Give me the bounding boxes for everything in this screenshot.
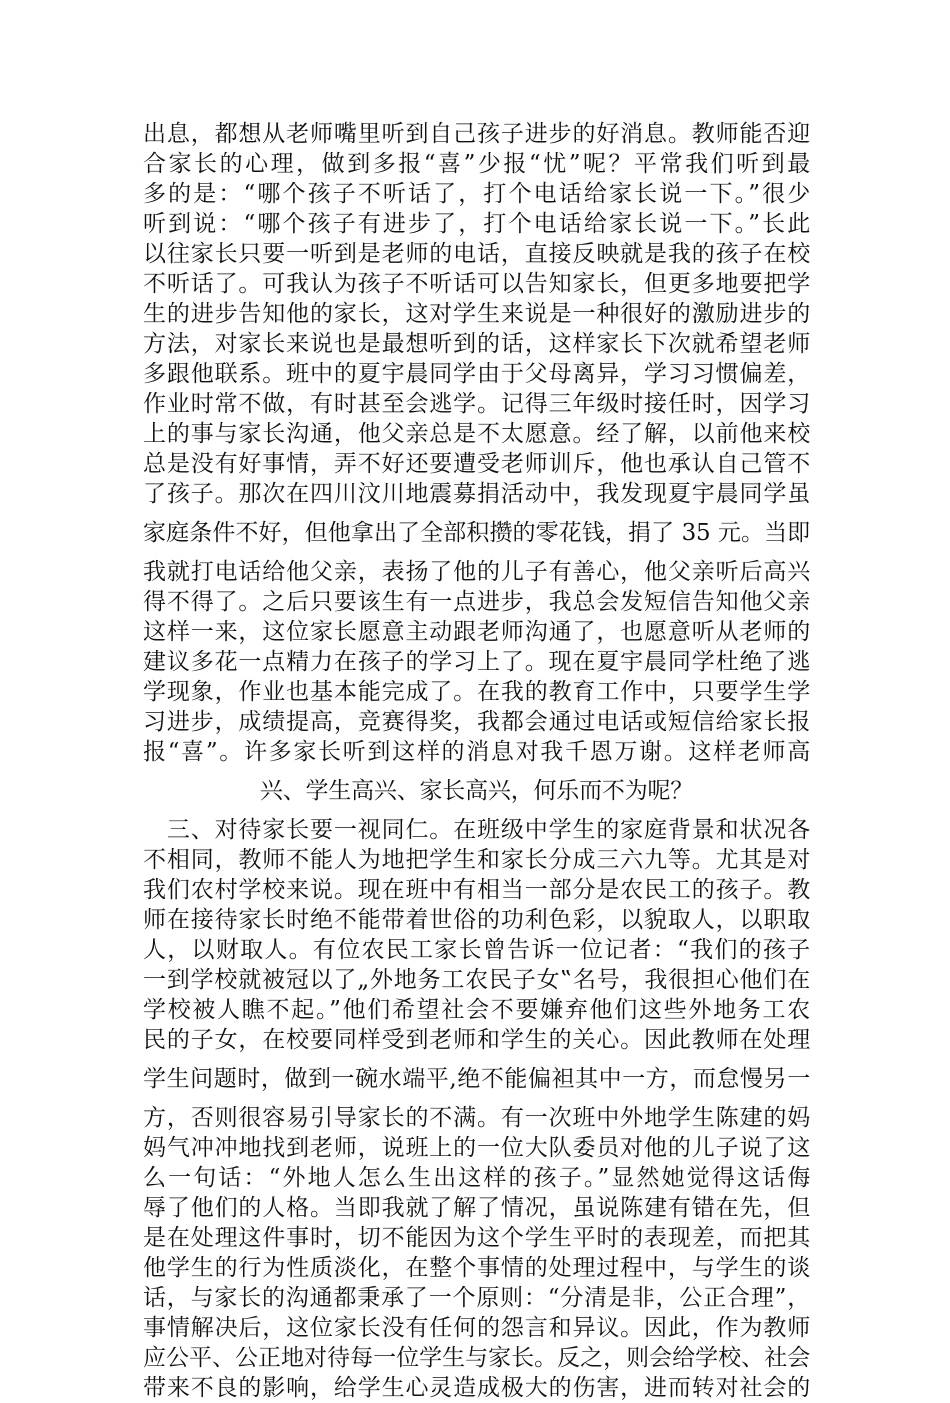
text-line: 出息，都想从老师嘴里听到自己孩子进步的好消息。教师能否迎 <box>143 121 810 147</box>
text-line: 报“喜”。许多家长听到这样的消息对我千恩万谢。这样老师高 <box>143 739 810 765</box>
text-line: 他学生的行为性质淡化，在整个事情的处理过程中，与学生的谈 <box>143 1255 810 1281</box>
text-line: 多的是：“哪个孩子不听话了，打个电话给家长说一下。”很少 <box>143 181 810 207</box>
text-line: 带来不良的影响，给学生心灵造成极大的伤害，进而转对社会的 <box>143 1375 810 1401</box>
text-line: 不相同，教师不能人为地把学生和家长分成三六九等。尤其是对 <box>143 847 810 873</box>
text-line: 听到说：“哪个孩子有进步了，打个电话给家长说一下。”长此 <box>143 211 810 237</box>
paragraph-end-line: 兴、学生高兴、家长高兴，何乐而不为呢？ <box>259 778 694 804</box>
text-line: 我们农村学校来说。现在班中有相当一部分是农民工的孩子。教 <box>143 877 810 903</box>
text-line: 应公平、公正地对待每一位学生与家长。反之，则会给学校、社会 <box>143 1345 810 1371</box>
text-line: 家庭条件不好，但他拿出了全部积攒的零花钱，捐了 35 元。当即 <box>143 520 810 546</box>
text-line: 学生问题时，做到一碗水端平,绝不能偏袒其中一方，而怠慢另一 <box>143 1066 810 1092</box>
text-line: 妈气冲冲地找到老师，说班上的一位大队委员对他的儿子说了这 <box>143 1135 810 1161</box>
text-line: 学校被人瞧不起。”他们希望社会不要嫌弃他们这些外地务工农 <box>143 997 810 1023</box>
text-line: 以往家长只要一听到是老师的电话，直接反映就是我的孩子在校 <box>143 241 810 267</box>
text-line: 一到学校就被冠以了„外地务工农民子女‟名号，我很担心他们在 <box>143 967 810 993</box>
text-line: 方法，对家长来说也是最想听到的话，这样家长下次就希望老师 <box>143 331 810 357</box>
text-line: 是在处理这件事时，切不能因为这个学生平时的表现差，而把其 <box>143 1225 810 1251</box>
text-line: 了孩子。那次在四川汶川地震募捐活动中，我发现夏宇晨同学虽 <box>143 481 810 507</box>
text-line: 学现象，作业也基本能完成了。在我的教育工作中，只要学生学 <box>143 679 810 705</box>
section-heading-line: 三、对待家长要一视同仁。在班级中学生的家庭背景和状况各 <box>143 817 810 843</box>
text-line: 合家长的心理，做到多报“喜”少报“忧”呢？平常我们听到最 <box>143 151 810 177</box>
text-line: 方，否则很容易引导家长的不满。有一次班中外地学生陈建的妈 <box>143 1105 810 1131</box>
text-line: 话，与家长的沟通都秉承了一个原则：“分清是非，公正合理”， <box>143 1285 810 1311</box>
text-line: 我就打电话给他父亲，表扬了他的儿子有善心，他父亲听后高兴 <box>143 559 810 585</box>
text-line: 不听话了。可我认为孩子不听话可以告知家长，但更多地要把学 <box>143 271 810 297</box>
text-line: 作业时常不做，有时甚至会逃学。记得三年级时接任时，因学习 <box>143 391 810 417</box>
text-line: 上的事与家长沟通，他父亲总是不太愿意。经了解，以前他来校 <box>143 421 810 447</box>
text-line: 生的进步告知他的家长，这对学生来说是一种很好的激励进步的 <box>143 301 810 327</box>
text-line: 么一句话：“外地人怎么生出这样的孩子。”显然她觉得这话侮 <box>143 1165 810 1191</box>
text-line: 事情解决后，这位家长没有任何的怨言和异议。因此，作为教师 <box>143 1315 810 1341</box>
text-line: 人，以财取人。有位农民工家长曾告诉一位记者：“我们的孩子 <box>143 937 810 963</box>
text-line: 师在接待家长时绝不能带着世俗的功利色彩，以貌取人，以职取 <box>143 907 810 933</box>
text-line: 这样一来，这位家长愿意主动跟老师沟通了，也愿意听从老师的 <box>143 619 810 645</box>
text-line: 习进步，成绩提高，竞赛得奖，我都会通过电话或短信给家长报 <box>143 709 810 735</box>
text-line: 辱了他们的人格。当即我就了解了情况，虽说陈建有错在先，但 <box>143 1195 810 1221</box>
text-line: 总是没有好事情，弄不好还要遭受老师训斥，他也承认自己管不 <box>143 451 810 477</box>
text-line: 民的子女，在校要同样受到老师和学生的关心。因此教师在处理 <box>143 1027 810 1053</box>
text-line: 建议多花一点精力在孩子的学习上了。现在夏宇晨同学杜绝了逃 <box>143 649 810 675</box>
text-line: 得不得了。之后只要该生有一点进步，我总会发短信告知他父亲 <box>143 589 810 615</box>
text-line: 多跟他联系。班中的夏宇晨同学由于父母离异，学习习惯偏差， <box>143 361 810 387</box>
document-body <box>143 119 810 1403</box>
